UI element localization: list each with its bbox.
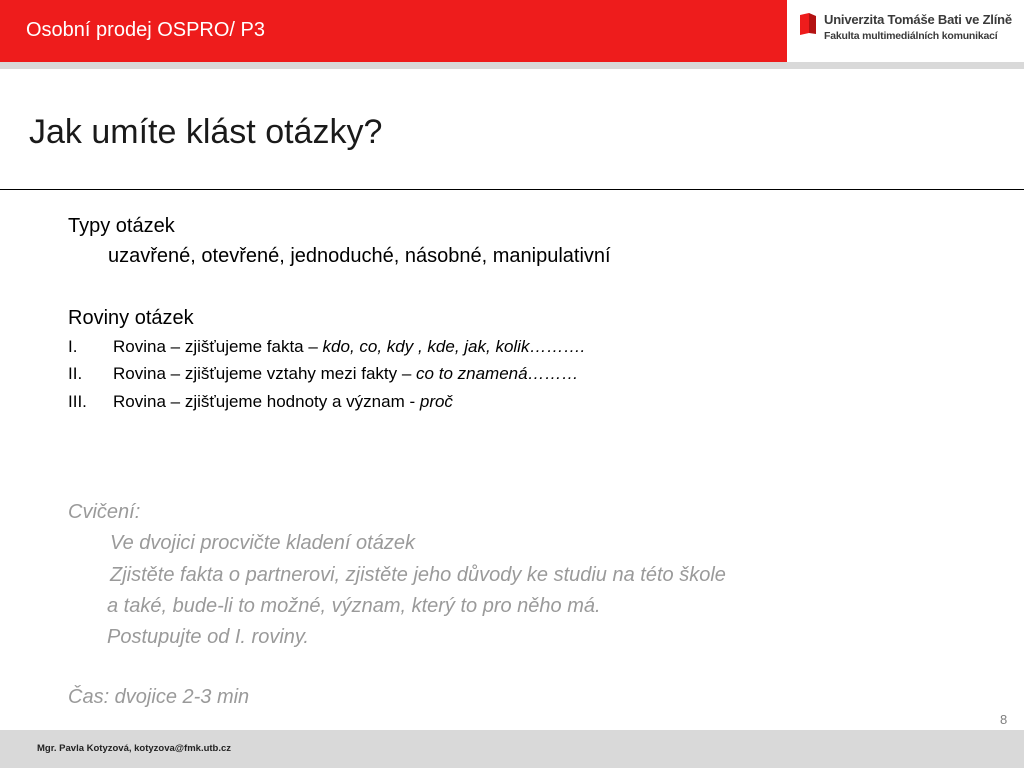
author-contact: Mgr. Pavla Kotyzová, kotyzova@fmk.utb.cz [37,743,232,754]
header-bar [0,0,1024,62]
university-logo [800,12,1020,48]
page-number: 8 [1000,712,1008,727]
footer-bar [0,730,1024,768]
title-rule [0,189,1024,190]
course-title: Osobní prodej OSPRO/ P3 [26,19,266,41]
level-examples: co to znamená……… [416,364,579,383]
level-description: Rovina – zjišťujeme fakta – [113,337,323,356]
level-number: II. [68,364,83,383]
exercise-heading: Cvičení: [68,501,141,523]
exercise-line: Zjistěte fakta o partnerovi, zjistěte jeho důvody ke studiu na této škole [110,564,726,586]
slide-title: Jak umíte klást otázky? [29,113,383,151]
course-banner [0,0,787,62]
level-number: III. [68,392,87,411]
types-list: uzavřené, otevřené, jednoduché, násobné, manipulativní [108,245,611,267]
exercise-line: Postupujte od I. roviny. [107,626,309,648]
level-description: Rovina – zjišťujeme hodnoty a význam - [113,392,420,411]
level-examples: kdo, co, kdy , kde, jak, kolik………. [322,337,586,356]
book-logo-icon [800,13,816,35]
exercise-line: Ve dvojici procvičte kladení otázek [110,532,415,554]
university-name: Univerzita Tomáše Bati ve Zlíně [824,12,1012,27]
level-description: Rovina – zjišťujeme vztahy mezi fakty – [113,364,417,383]
levels-heading: Roviny otázek [68,307,194,329]
types-heading: Typy otázek [68,215,175,237]
level-number: I. [68,337,78,356]
exercise-time: Čas: dvojice 2-3 min [68,686,250,708]
level-text [113,391,453,413]
level-text [113,363,579,385]
level-text [113,336,585,358]
header-divider [0,62,1024,69]
level-examples: proč [419,392,453,411]
faculty-name: Fakulta multimediálních komunikací [824,30,998,42]
exercise-line: a také, bude-li to možné, význam, který to pro něho má. [107,595,601,617]
